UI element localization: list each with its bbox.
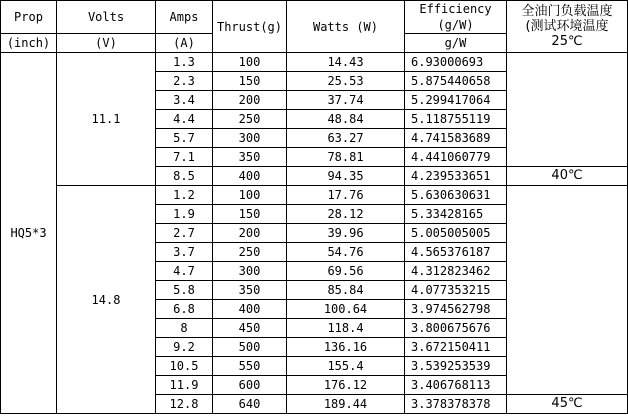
watts-cell: 37.74 bbox=[287, 91, 405, 110]
thrust-cell: 640 bbox=[213, 395, 287, 414]
watts-cell: 100.64 bbox=[287, 300, 405, 319]
thrust-cell: 400 bbox=[213, 167, 287, 186]
amps-cell: 12.8 bbox=[156, 395, 213, 414]
thrust-cell: 400 bbox=[213, 300, 287, 319]
amps-cell: 5.8 bbox=[156, 281, 213, 300]
prop-cell: HQ5*3 bbox=[1, 53, 57, 414]
temp-empty-cell bbox=[507, 186, 628, 395]
header-efficiency bbox=[405, 1, 507, 34]
watts-cell: 189.44 bbox=[287, 395, 405, 414]
watts-cell: 176.12 bbox=[287, 376, 405, 395]
header-watts: Watts (W) bbox=[287, 1, 405, 53]
watts-cell: 69.56 bbox=[287, 262, 405, 281]
amps-cell: 1.2 bbox=[156, 186, 213, 205]
amps-cell: 1.3 bbox=[156, 53, 213, 72]
watts-cell: 39.96 bbox=[287, 224, 405, 243]
header-prop: Prop bbox=[1, 1, 57, 34]
efficiency-cell: 5.299417064 bbox=[405, 91, 507, 110]
thrust-cell: 200 bbox=[213, 91, 287, 110]
watts-cell: 54.76 bbox=[287, 243, 405, 262]
thrust-cell: 450 bbox=[213, 319, 287, 338]
thrust-cell: 300 bbox=[213, 262, 287, 281]
efficiency-cell: 3.378378378 bbox=[405, 395, 507, 414]
amps-cell: 7.1 bbox=[156, 148, 213, 167]
amps-cell: 3.7 bbox=[156, 243, 213, 262]
header-amps-unit: (A) bbox=[156, 34, 213, 53]
watts-cell: 48.84 bbox=[287, 110, 405, 129]
header-prop-unit: (inch) bbox=[1, 34, 57, 53]
header-efficiency-unit2: g/W bbox=[405, 34, 507, 53]
efficiency-cell: 6.93000693 bbox=[405, 53, 507, 72]
header-amps: Amps bbox=[156, 1, 213, 34]
thrust-cell: 100 bbox=[213, 53, 287, 72]
efficiency-cell: 4.741583689 bbox=[405, 129, 507, 148]
efficiency-cell: 4.441060779 bbox=[405, 148, 507, 167]
amps-cell: 5.7 bbox=[156, 129, 213, 148]
header-volts-unit: (V) bbox=[57, 34, 156, 53]
header-temperature bbox=[507, 1, 628, 53]
amps-cell: 11.9 bbox=[156, 376, 213, 395]
efficiency-cell: 5.005005005 bbox=[405, 224, 507, 243]
volts-cell: 14.8 bbox=[57, 186, 156, 414]
volts-cell: 11.1 bbox=[57, 53, 156, 186]
thrust-cell: 350 bbox=[213, 148, 287, 167]
header-row bbox=[1, 1, 628, 34]
thrust-cell: 350 bbox=[213, 281, 287, 300]
thrust-cell: 100 bbox=[213, 186, 287, 205]
table-row bbox=[1, 186, 628, 205]
watts-cell: 17.76 bbox=[287, 186, 405, 205]
watts-cell: 14.43 bbox=[287, 53, 405, 72]
header-temp-ambient: 25℃ bbox=[551, 34, 583, 49]
amps-cell: 10.5 bbox=[156, 357, 213, 376]
watts-cell: 78.81 bbox=[287, 148, 405, 167]
header-thrust: Thrust(g) bbox=[213, 1, 287, 53]
watts-cell: 155.4 bbox=[287, 357, 405, 376]
efficiency-cell: 5.630630631 bbox=[405, 186, 507, 205]
watts-cell: 85.84 bbox=[287, 281, 405, 300]
amps-cell: 8.5 bbox=[156, 167, 213, 186]
thrust-cell: 250 bbox=[213, 110, 287, 129]
thrust-cell: 300 bbox=[213, 129, 287, 148]
header-volts: Volts bbox=[57, 1, 156, 34]
efficiency-cell: 4.239533651 bbox=[405, 167, 507, 186]
efficiency-cell: 3.974562798 bbox=[405, 300, 507, 319]
thrust-cell: 200 bbox=[213, 224, 287, 243]
amps-cell: 2.7 bbox=[156, 224, 213, 243]
efficiency-cell: 5.33428165 bbox=[405, 205, 507, 224]
temp-result-cell: 40℃ bbox=[507, 167, 628, 186]
thrust-cell: 150 bbox=[213, 205, 287, 224]
table-row bbox=[1, 53, 628, 72]
temp-empty-cell bbox=[507, 53, 628, 167]
efficiency-cell: 4.077353215 bbox=[405, 281, 507, 300]
amps-cell: 8 bbox=[156, 319, 213, 338]
amps-cell: 9.2 bbox=[156, 338, 213, 357]
watts-cell: 25.53 bbox=[287, 72, 405, 91]
header-efficiency-unit: (g/W) bbox=[437, 18, 474, 32]
thrust-cell: 250 bbox=[213, 243, 287, 262]
temp-result-cell: 45℃ bbox=[507, 395, 628, 414]
thrust-cell: 550 bbox=[213, 357, 287, 376]
amps-cell: 2.3 bbox=[156, 72, 213, 91]
efficiency-cell: 5.875440658 bbox=[405, 72, 507, 91]
efficiency-cell: 3.406768113 bbox=[405, 376, 507, 395]
efficiency-cell: 3.672150411 bbox=[405, 338, 507, 357]
watts-cell: 63.27 bbox=[287, 129, 405, 148]
thrust-cell: 500 bbox=[213, 338, 287, 357]
thrust-cell: 600 bbox=[213, 376, 287, 395]
watts-cell: 94.35 bbox=[287, 167, 405, 186]
efficiency-cell: 4.565376187 bbox=[405, 243, 507, 262]
watts-cell: 118.4 bbox=[287, 319, 405, 338]
amps-cell: 6.8 bbox=[156, 300, 213, 319]
watts-cell: 136.16 bbox=[287, 338, 405, 357]
efficiency-cell: 3.800675676 bbox=[405, 319, 507, 338]
efficiency-cell: 4.312823462 bbox=[405, 262, 507, 281]
amps-cell: 4.7 bbox=[156, 262, 213, 281]
header-efficiency-label: Efficiency bbox=[419, 2, 492, 16]
amps-cell: 4.4 bbox=[156, 110, 213, 129]
watts-cell: 28.12 bbox=[287, 205, 405, 224]
efficiency-cell: 3.539253539 bbox=[405, 357, 507, 376]
thrust-cell: 150 bbox=[213, 72, 287, 91]
header-temp-line2: (测试环境温度 bbox=[525, 19, 609, 34]
amps-cell: 3.4 bbox=[156, 91, 213, 110]
header-temp-line1: 全油门负载温度 bbox=[521, 4, 613, 19]
efficiency-cell: 5.118755119 bbox=[405, 110, 507, 129]
amps-cell: 1.9 bbox=[156, 205, 213, 224]
